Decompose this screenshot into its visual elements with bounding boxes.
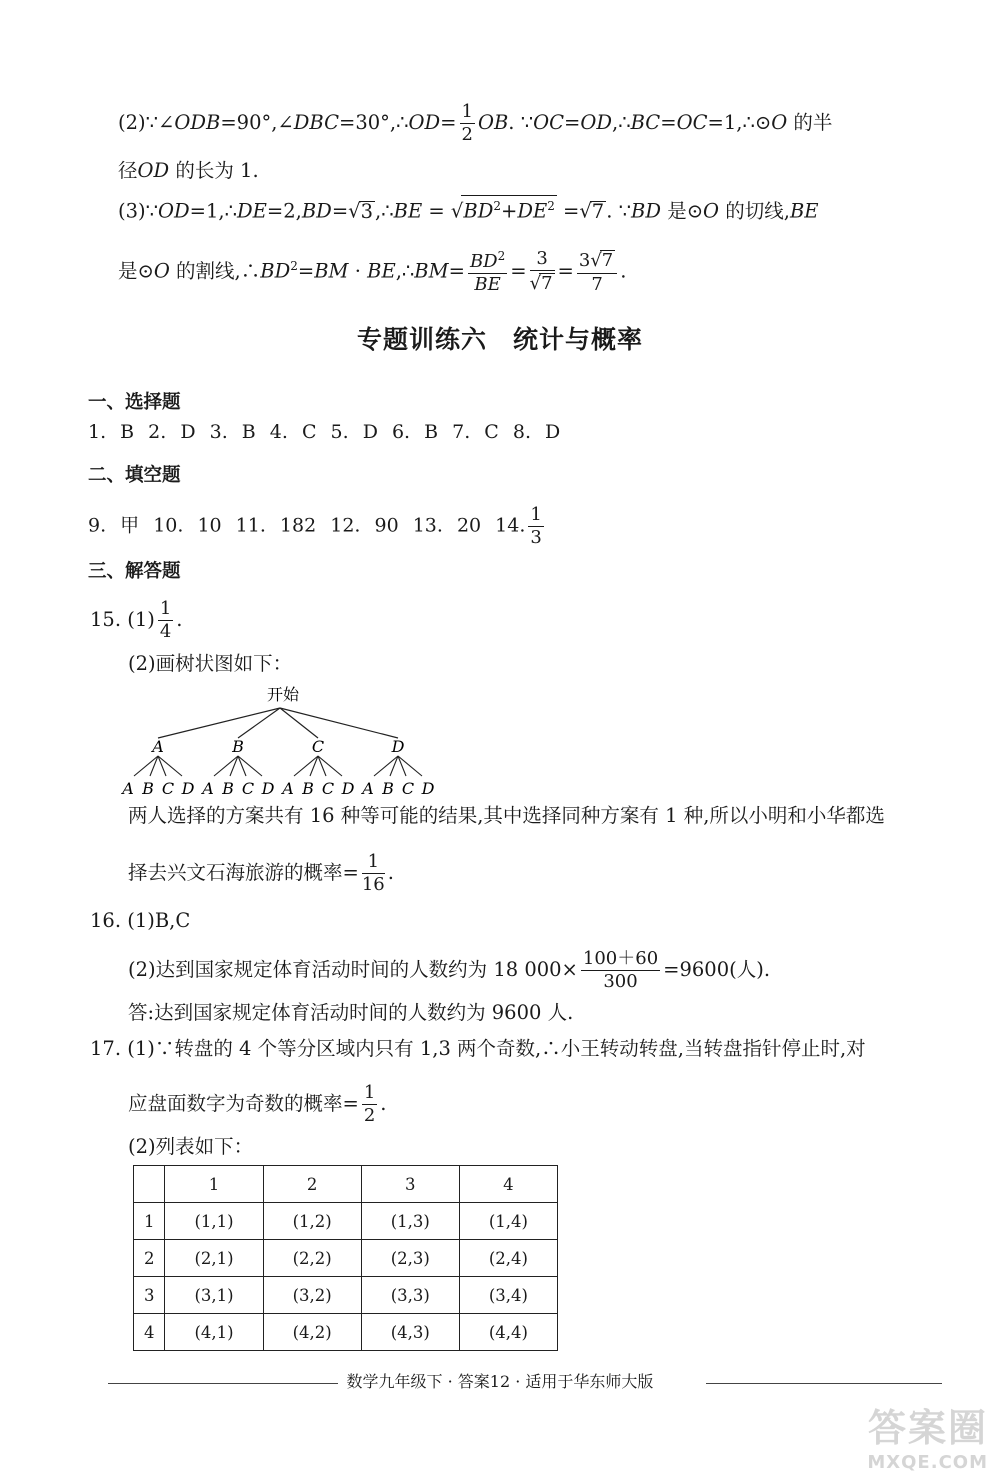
tree-leaf-label: C xyxy=(401,779,415,798)
outcome-table xyxy=(133,1165,558,1351)
table-cell: 3 xyxy=(361,1166,459,1203)
tree-leaf-label: B xyxy=(382,779,394,798)
tree-leaf-label: B xyxy=(302,779,314,798)
top-line-1: (2)∵∠ODB=90°,∠DBC=30°,∴OD= $\frac{1}{2}$ OB. ∵OC=OD,∴BC=OC=1,∴⊙O 的半 xyxy=(118,101,833,145)
tree-node-b: B xyxy=(232,737,244,756)
table-cell: (4,1) xyxy=(165,1314,263,1351)
q17-part1-cont: 应盘面数字为奇数的概率= $\frac{1}{2}$ . xyxy=(128,1082,387,1126)
tree-diagram xyxy=(120,680,440,802)
table-cell: 2 xyxy=(134,1240,165,1277)
table-cell: 1 xyxy=(165,1166,263,1203)
table-cell: (2,3) xyxy=(361,1240,459,1277)
q16-part1: 16. (1)B,C xyxy=(90,909,191,932)
fraction-bd2-over-be: $\frac{BD^2}{BE}$ xyxy=(469,249,506,295)
table-cell: (4,4) xyxy=(459,1314,557,1351)
watermark-text: 答案圈 xyxy=(867,1406,988,1450)
table-cell: 4 xyxy=(459,1166,557,1203)
table-cell: (3,1) xyxy=(165,1277,263,1314)
table-cell: (1,4) xyxy=(459,1203,557,1240)
table-row xyxy=(134,1203,558,1240)
tree-leaf-label: C xyxy=(161,779,175,798)
table-cell: (4,2) xyxy=(263,1314,361,1351)
section-heading-fill: 二、填空题 xyxy=(88,465,181,486)
tree-leaf-label: A xyxy=(362,779,374,798)
page-title: 专题训练六 统计与概率 xyxy=(356,325,643,354)
table-cell: 4 xyxy=(134,1314,165,1351)
watermark-url: MXQE.COM xyxy=(867,1452,988,1473)
top-line-4: 是⊙O 的割线$,\therefore BD^2=BM$ · BE,∴BM= $\frac{BD^2}{BE}$ = $\frac{3}{√7}$ = $\frac{3√7}{7}$ . xyxy=(118,248,627,295)
tree-leaf-label: B xyxy=(222,779,234,798)
tree-leaf-label: D xyxy=(341,779,355,798)
fraction-one-sixteenth: $\frac{1}{16}$ xyxy=(361,851,385,895)
fraction-one-quarter: $\frac{1}{4}$ xyxy=(159,598,172,642)
top-line-2: 径OD 的长为 1. xyxy=(118,159,259,182)
table-cell: (3,3) xyxy=(361,1277,459,1314)
q16-part2: (2)达到国家规定体育活动时间的人数约为 18 000× $\frac{100+60}{300}$ =9600(人). xyxy=(128,948,771,992)
tree-level1-lines xyxy=(158,708,398,738)
q15-part1: 15. (1) $\frac{1}{4}$ . xyxy=(90,598,183,642)
table-cell: (2,1) xyxy=(165,1240,263,1277)
q15-text-2: 择去兴文石海旅游的概率= $\frac{1}{16}$ . xyxy=(128,851,394,895)
fraction-one-half-b: $\frac{1}{2}$ xyxy=(363,1082,376,1126)
table-cell: (1,1) xyxy=(165,1203,263,1240)
tree-leaf-label: A xyxy=(202,779,214,798)
tree-leaf-label: D xyxy=(421,779,435,798)
section-heading-solve: 三、解答题 xyxy=(88,561,181,582)
table-cell: (1,2) xyxy=(263,1203,361,1240)
tree-node-d: D xyxy=(391,737,405,756)
table-cell: (2,4) xyxy=(459,1240,557,1277)
top-line-3: (3)∵OD=1,∴DE=2,BD=√3 ,∴BE = $√BD^2+DE^2 =√7$ . ∵BD 是⊙O 的切线,BE xyxy=(118,195,819,225)
table-cell: (3,2) xyxy=(263,1277,361,1314)
watermark-logo xyxy=(867,1397,988,1473)
tree-leaf-label: B xyxy=(142,779,154,798)
table-cell: (4,3) xyxy=(361,1314,459,1351)
tree-leaf-label: C xyxy=(321,779,335,798)
table-header-row xyxy=(134,1166,558,1203)
q15-part2: (2)画树状图如下： xyxy=(128,652,293,675)
tree-leaf-label: D xyxy=(261,779,275,798)
q17-part2: (2)列表如下： xyxy=(128,1135,254,1158)
table-cell: 2 xyxy=(263,1166,361,1203)
table-cell: (2,2) xyxy=(263,1240,361,1277)
q16-answer: 答:达到国家规定体育活动时间的人数约为 9600 人. xyxy=(128,1001,574,1024)
table-cell xyxy=(134,1166,165,1203)
fraction-3sqrt7-over-7: $\frac{3√7}{7}$ xyxy=(577,250,617,294)
fill-answers: 9. 甲 10. 10 11. 182 12. 90 13. 20 14. $\frac{1}{3}$ xyxy=(88,504,542,548)
tree-node-c: C xyxy=(311,737,325,756)
table-cell: (3,4) xyxy=(459,1277,557,1314)
table-row xyxy=(134,1277,558,1314)
table-cell: (1,3) xyxy=(361,1203,459,1240)
fraction-one-half: $\frac{1}{2}$ xyxy=(461,101,473,145)
tree-leaf-label: C xyxy=(241,779,255,798)
tree-node-a: A xyxy=(152,737,164,756)
fraction-one-third: $\frac{1}{3}$ xyxy=(530,504,542,548)
q17-part1: 17. (1)∵转盘的 4 个等分区域内只有 1,3 两个奇数,∴小王转动转盘,当转盘指针停止时,对 xyxy=(90,1037,866,1060)
section-heading-choice: 一、选择题 xyxy=(88,392,181,413)
page-footer: 数学九年级下 · 答案12 · 适用于华东师大版 xyxy=(346,1372,654,1391)
choice-answers: 1. B 2. D 3. B 4. C 5. D 6. B 7. C 8. D xyxy=(88,421,561,443)
q15-text-1: 两人选择的方案共有 16 种等可能的结果,其中选择同种方案有 1 种,所以小明和小华都选 xyxy=(128,804,885,827)
tree-leaf-label: A xyxy=(122,779,134,798)
fraction-160-over-300: $\frac{100+60}{300}$ xyxy=(582,948,659,992)
table-row xyxy=(134,1240,558,1277)
table-cell: 1 xyxy=(134,1203,165,1240)
table-cell: 3 xyxy=(134,1277,165,1314)
tree-leaf-label: A xyxy=(282,779,294,798)
fraction-3-over-sqrt7: $\frac{3}{√7}$ xyxy=(529,248,553,294)
table-row xyxy=(134,1314,558,1351)
tree-root-label: 开始 xyxy=(266,685,300,704)
tree-leaf-label: D xyxy=(181,779,195,798)
